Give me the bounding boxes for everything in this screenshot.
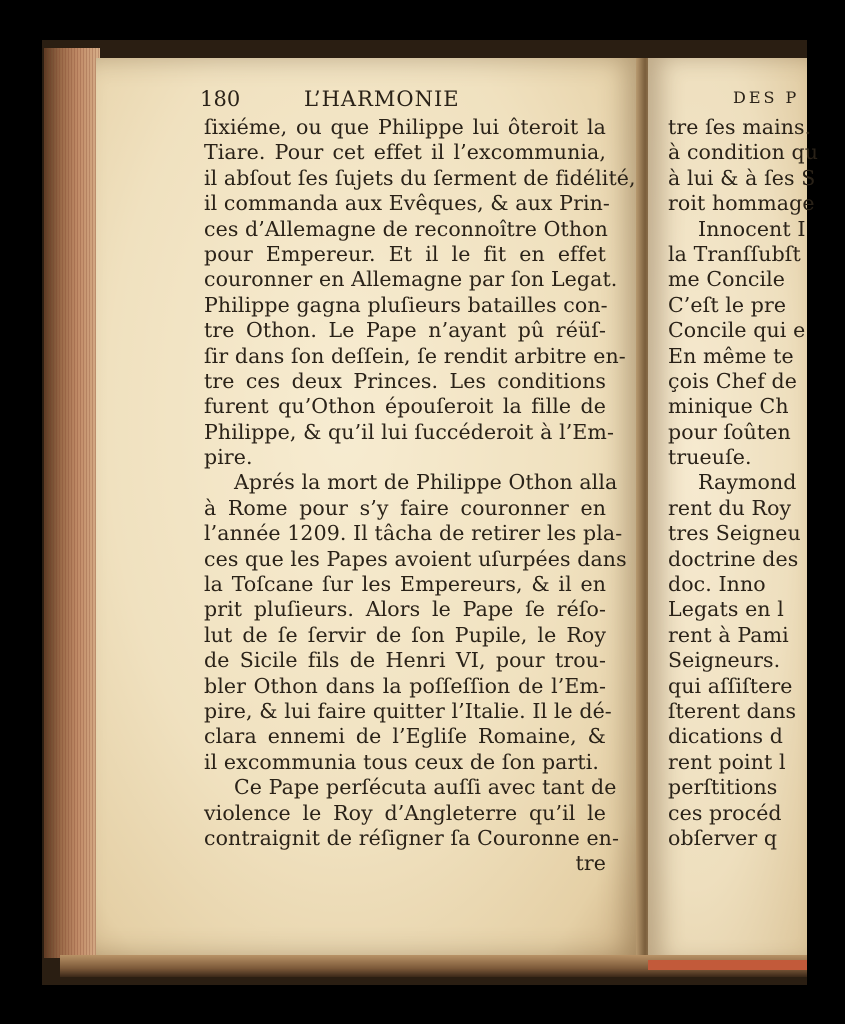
- text-line: rent du Roy: [668, 495, 792, 520]
- text-line: ſixiéme, ou que Philippe lui ôteroit la: [204, 115, 606, 139]
- text-line: la Toſcane ſur les Empereurs, & il en: [204, 572, 606, 597]
- text-line: pour ſoûten: [668, 419, 791, 444]
- text-line: violence le Roy d’Angleterre qu’il le: [204, 800, 606, 825]
- text-line: perſtitions: [668, 775, 778, 800]
- left-page-body: [204, 115, 636, 877]
- running-head-right: DES P: [733, 88, 800, 107]
- text-line: Innocent I: [698, 216, 806, 241]
- text-line: ſterent dans: [668, 698, 797, 723]
- text-line: Seigneurs.: [668, 648, 781, 673]
- text-line: Legats en l: [668, 597, 784, 622]
- text-line: lut de ſe ſervir de ſon Pupile, le Roy: [204, 622, 606, 647]
- text-line: ces que les Papes avoient uſurpées dans: [204, 546, 627, 571]
- text-line: roit hommage: [668, 191, 815, 216]
- text-line: ces procéd: [668, 800, 782, 825]
- text-line: ces d’Allemagne de reconnoître Othon: [204, 216, 608, 241]
- text-line: pour Empereur. Et il le fit en effet: [204, 241, 606, 266]
- catchword: tre: [575, 851, 606, 876]
- left-page-header: [200, 86, 610, 112]
- text-line: Philippe, & qu’il lui ſuccéderoit à l’Em-: [204, 419, 614, 444]
- text-line: à Rome pour s’y faire couronner en: [204, 495, 606, 520]
- text-line: bler Othon dans la poſſeſſion de l’Em-: [204, 673, 606, 698]
- text-line: minique Ch: [668, 394, 789, 419]
- text-line: rent à Pami: [668, 622, 789, 647]
- text-line: tre Othon. Le Pape n’ayant pû réüſ-: [204, 318, 606, 343]
- page-edges-left: [44, 48, 100, 958]
- text-line: Tiare. Pour cet effet il l’excommunia,: [204, 140, 606, 165]
- text-line: pire.: [204, 445, 253, 470]
- text-line: Philippe gagna pluſieurs batailles con-: [204, 292, 608, 317]
- text-line: Ce Pape perſécuta auſſi avec tant de: [234, 775, 617, 800]
- text-line: obſerver q: [668, 825, 778, 850]
- text-line: Raymond: [698, 470, 797, 495]
- text-line: doc. Inno: [668, 572, 766, 597]
- text-line: me Concile: [668, 267, 786, 292]
- text-line: tre ces deux Princes. Les conditions: [204, 368, 606, 393]
- text-line: il commanda aux Evêques, & aux Prin-: [204, 191, 610, 216]
- text-line: il excommunia tous ceux de ſon parti.: [204, 749, 600, 774]
- text-line: à condition qu: [668, 140, 819, 165]
- text-line: couronner en Allemagne par ſon Legat.: [204, 267, 618, 292]
- running-head-left: L’HARMONIE: [304, 87, 460, 111]
- text-line: l’année 1209. Il tâcha de retirer les pla-: [204, 521, 623, 546]
- text-line: tres Seigneu: [668, 521, 801, 546]
- text-line: clara ennemi de l’Egliſe Romaine, &: [204, 724, 606, 749]
- text-line: de Sicile fils de Henri VI, pour trou-: [204, 648, 606, 673]
- text-line: trueuſe.: [668, 445, 752, 470]
- text-line: furent qu’Othon épouſeroit la fille de: [204, 394, 606, 419]
- text-line: à lui & à ſes S: [668, 165, 816, 190]
- text-line: çois Chef de: [668, 368, 797, 393]
- text-line: il abſout ſes ſujets du ſerment de fidélité,: [204, 165, 636, 190]
- text-line: ſir dans ſon deſſein, ſe rendit arbitre en-: [204, 343, 626, 368]
- text-line: pire, & lui faire quitter l’Italie. Il le dé-: [204, 698, 612, 723]
- text-line: Concile qui e: [668, 318, 806, 343]
- text-line: C’eſt le pre: [668, 292, 787, 317]
- text-line: prit pluſieurs. Alors le Pape ſe réſo-: [204, 597, 606, 622]
- text-line: rent point l: [668, 749, 786, 774]
- text-line: contraignit de réſigner ſa Couronne en-: [204, 825, 620, 850]
- red-edge-bottom: [648, 960, 807, 970]
- text-line: qui aſſiſtere: [668, 673, 793, 698]
- text-line: dications d: [668, 724, 783, 749]
- text-line: tre ſes mains.: [668, 115, 812, 139]
- text-line: doctrine des: [668, 546, 799, 571]
- text-line: Aprés la mort de Philippe Othon alla: [234, 470, 618, 495]
- text-line: la Tranſſubſt: [668, 241, 801, 266]
- right-page-body: [668, 115, 845, 851]
- page-number: 180: [200, 87, 241, 111]
- text-line: En même te: [668, 343, 794, 368]
